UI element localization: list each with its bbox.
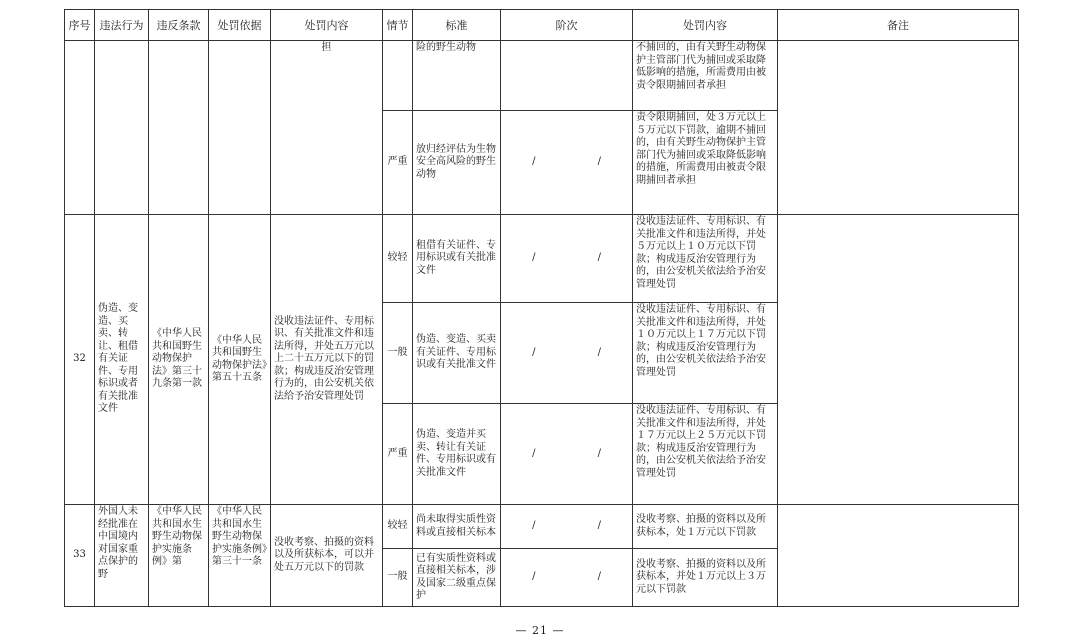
- cell-basis: 《中华人民共和国野生动物保护法》第五十五条: [209, 215, 271, 505]
- table-header-row: [65, 10, 1019, 41]
- slash-mark: /: [597, 571, 601, 583]
- cell-serial: 33: [65, 505, 95, 607]
- cell-standard: 租借有关证件、专用标识或有关批准文件: [413, 215, 501, 303]
- slash-mark: /: [532, 252, 536, 264]
- cell-standard: 伪造、变造、买卖有关证件、专用标识或有关批准文件: [413, 303, 501, 404]
- cell-standard: 已有实质性资料或直接相关标本，涉及国家二级重点保护: [413, 549, 501, 607]
- page-number: — 21 —: [515, 624, 565, 637]
- cell-standard: 伪造、变造并买卖、转让有关证件、专用标识或有关批准文件: [413, 404, 501, 505]
- cell-content: 没收违法证件、专用标识、有关批准文件和违法所得，并处五万元以上二十五万元以下的罚款；构成违反治安管理行为的，由公安机关依法给予治安管理处罚: [271, 215, 383, 505]
- cell-penalty: 没收违法证件、专用标识、有关批准文件和违法所得，并处１７万元以上２５万元以下罚款；构成违反治安管理行为的，由公安机关依法给予治安管理处罚: [633, 404, 778, 505]
- slash-mark: /: [532, 520, 536, 532]
- slash-mark: /: [532, 571, 536, 583]
- cell-clause: 《中华人民共和国野生动物保护法》第三十九条第一款: [149, 215, 209, 505]
- cell-grade: 较轻: [383, 505, 413, 549]
- cell-penalty: 责令限期捕回，处３万元以上５万元以下罚款，逾期不捕回的，由有关野生动物保护主管部门代为捕回或采取降低影响的措施，所需费用由被责令限期捕回者承担: [633, 111, 778, 215]
- slash-mark: /: [597, 447, 601, 459]
- cell-content: 担: [271, 41, 383, 215]
- penalty-table: [64, 9, 1019, 607]
- slash-mark: /: [597, 346, 601, 358]
- header-basis: 处罚依据: [209, 10, 271, 41]
- slash-mark: /: [597, 252, 601, 264]
- cell-penalty: 没收考察、拍摄的资料以及所获标本，处１万元以下罚款: [633, 505, 778, 549]
- cell-serial: 32: [65, 215, 95, 505]
- header-standard: 标准: [413, 10, 501, 41]
- cell-penalty: 不捕回的，由有关野生动物保护主管部门代为捕回或采取降低影响的措施，所需费用由被责令限期捕回者承担: [633, 41, 778, 111]
- slash-mark: /: [597, 156, 601, 168]
- header-violation: 违法行为: [95, 10, 149, 41]
- cell-standard: 险的野生动物: [413, 41, 501, 111]
- header-clause: 违反条款: [149, 10, 209, 41]
- cell-grade: 较轻: [383, 215, 413, 303]
- header-tier: 阶次: [501, 10, 633, 41]
- slash-mark: /: [532, 156, 536, 168]
- cell-grade: 一般: [383, 303, 413, 404]
- header-serial: 序号: [65, 10, 95, 41]
- cell-penalty: 没收违法证件、专用标识、有关批准文件和违法所得，并处５万元以上１０万元以下罚款；构成违反治安管理行为的，由公安机关依法给予治安管理处罚: [633, 215, 778, 303]
- cell-standard: 放归经评估为生物安全高风险的野生动物: [413, 111, 501, 215]
- document-page: [64, 9, 1018, 607]
- table-row: [65, 215, 1019, 303]
- header-circumstance: 情节: [383, 10, 413, 41]
- cell-content: 没收考察、拍摄的资料以及所获标本，可以并处五万元以下的罚款: [271, 505, 383, 607]
- header-content: 处罚内容: [271, 10, 383, 41]
- header-remarks: 备注: [778, 10, 1019, 41]
- table-row: [65, 41, 1019, 111]
- cell-grade: 严重: [383, 111, 413, 215]
- cell-violation: 外国人未经批准在中国境内对国家重点保护的野: [95, 505, 149, 607]
- cell-penalty: 没收考察、拍摄的资料以及所获标本，并处１万元以上３万元以下罚款: [633, 549, 778, 607]
- cell-grade: 一般: [383, 549, 413, 607]
- table-row: [65, 505, 1019, 549]
- slash-mark: /: [532, 346, 536, 358]
- cell-violation: 伪造、变造、买卖、转让、租借有关证件、专用标识或者有关批准文件: [95, 215, 149, 505]
- cell-basis: 《中华人民共和国水生野生动物保护实施条例》第三十一条: [209, 505, 271, 607]
- slash-mark: /: [597, 520, 601, 532]
- cell-penalty: 没收违法证件、专用标识、有关批准文件和违法所得，并处１０万元以上１７万元以下罚款；构成违反治安管理行为的，由公安机关依法给予治安管理处罚: [633, 303, 778, 404]
- header-penalty: 处罚内容: [633, 10, 778, 41]
- cell-grade: 严重: [383, 404, 413, 505]
- cell-standard: 尚未取得实质性资料或直接相关标本: [413, 505, 501, 549]
- cell-clause: 《中华人民共和国水生野生动物保护实施条例》第: [149, 505, 209, 607]
- slash-mark: /: [532, 447, 536, 459]
